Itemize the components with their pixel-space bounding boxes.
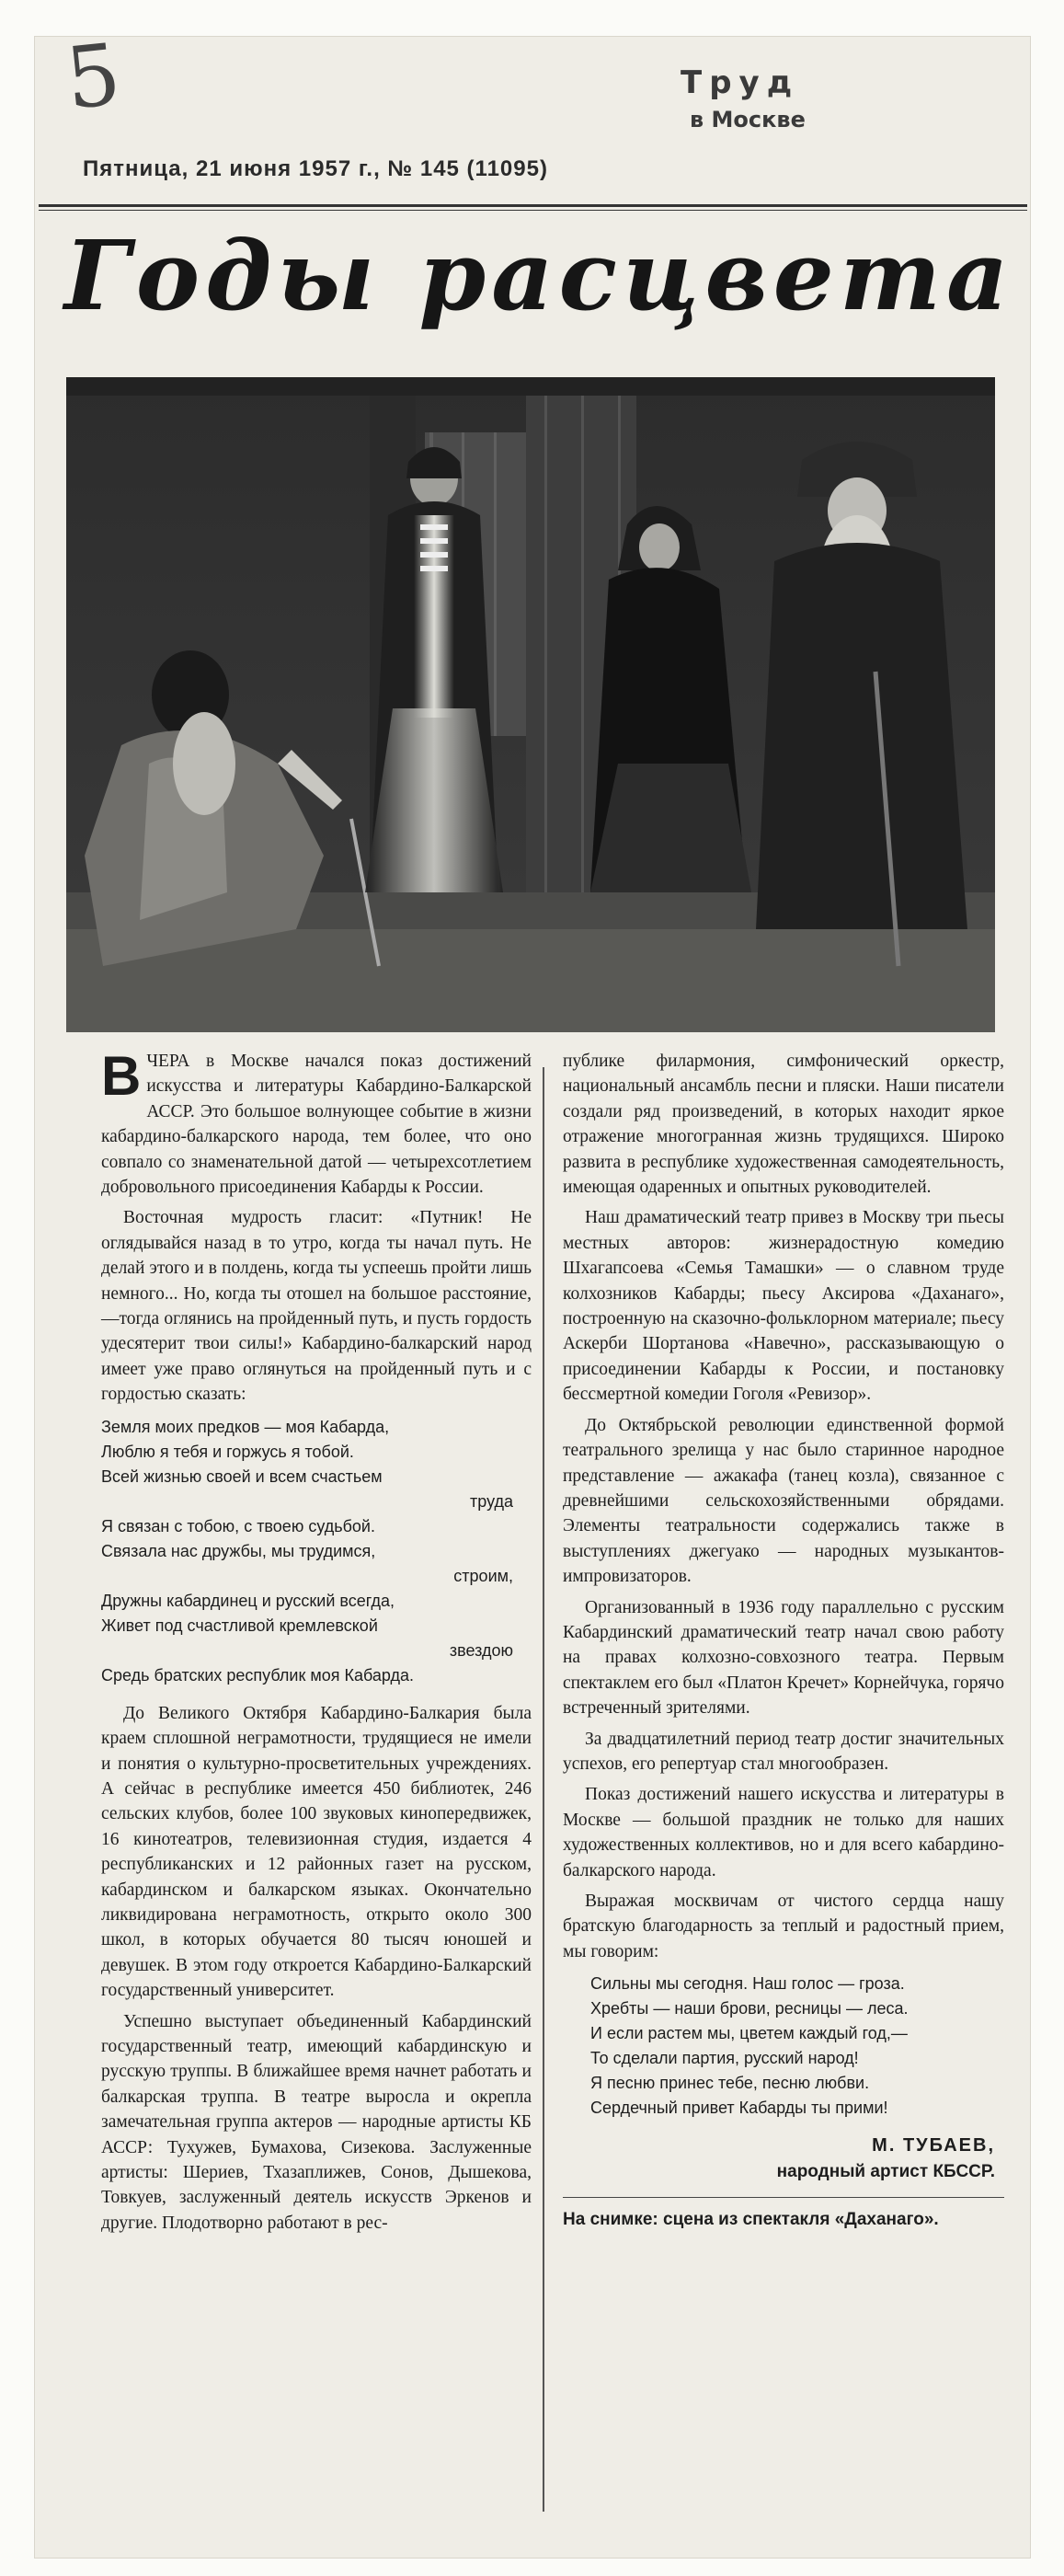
- handwritten-number: 5: [61, 25, 125, 129]
- poem-line: И если растем мы, цветем каждый год,—: [590, 2024, 908, 2043]
- column-divider: [543, 1067, 544, 2512]
- stamp-line-1: Труд: [681, 64, 800, 101]
- article-paragraph: Выражая москвичам от чистого сердца нашу братскую благодарность за теплый и радостный прием, мы говорим:: [563, 1892, 1004, 1961]
- author-name: М. ТУБАЕВ,: [872, 2135, 995, 2156]
- poem-line: труда: [470, 1491, 513, 1511]
- article-paragraph: За двадцатилетний период театр достиг значительных успехов, его репертуар стал многообразен.: [563, 1729, 1004, 1774]
- author-title: народный артист КБССР.: [776, 2161, 995, 2181]
- header-rule-thin: [39, 210, 1027, 211]
- article-paragraph: До Октябрьской революции единственной формой театрального зрелища у нас было старинное народное представление — ажакафа (танец козла), связанное с древнейшими сельскохозяйственными обрядами. Элементы театральности содержались также в выступлениях джегуако — народных музыкантов-импровизаторов.: [563, 1415, 1004, 1587]
- poem-line: Живет под счастливой кремлевской: [101, 1616, 378, 1635]
- poem-line: Всей жизнью своей и всем счастьем: [101, 1466, 383, 1486]
- paragraph-text: ЧЕРА в Москве начался показ достижений искусства и литературы Кабардино-Балкарской АССР. Это большое волнующее событие в жизни кабардино-балкарского народа, тем более, что оно совпало со знаменательной датой — четырехсотлетием добровольного присоединения Кабарды к России.: [101, 1052, 532, 1198]
- article-paragraph: Показ достижений нашего искусства и литературы в Москве — большой праздник не только для наших художественных коллективов, но и для всего кабардино-балкарского народа.: [563, 1785, 1004, 1880]
- poem-line: Я связан с тобою, с твоею судьбой.: [101, 1516, 375, 1535]
- poem-line: Земля моих предков — моя Кабарда,: [101, 1417, 390, 1436]
- article-paragraph: публике филармония, симфонический оркестр, национальный ансамбль песни и пляски. Наши писатели создали ряд произведений, в которых находит яркое отражение многогранная жизнь трудящихся. Широко развита в республике художественная самодеятельность, имеющая одаренных и опытных руководителей.: [563, 1052, 1004, 1198]
- poem-line: Средь братских республик моя Кабарда.: [101, 1665, 414, 1685]
- article-paragraph: Организованный в 1936 году параллельно с русским Кабардинский драматический театр начал свою работу на правах колхозно-совхозного театра. Первым спектаклем его был «Платон Кречет» Корнейчука, горячо встреченный зрителями.: [563, 1597, 1004, 1719]
- library-stamp: [681, 64, 892, 138]
- poem-line: звездою: [449, 1640, 513, 1660]
- poem-line: То сделали партия, русский народ!: [590, 2049, 859, 2068]
- article-paragraph: Восточная мудрость гласит: «Путник! Не оглядывайся назад в то утро, когда ты начал путь. Не делай этого и в полдень, когда ты успеешь пройти лишь немного... Но, когда ты отошел на большое расстояние,—тогда оглянись на пройденный путь, и пусть гордость удесятерит твои силы!» Кабардино-балкарский народ имеет уже право оглянуться на пройденный путь и с гордостью сказать:: [101, 1208, 532, 1405]
- article-headline: Годы расцвета: [64, 219, 1014, 332]
- drop-cap: В: [101, 1045, 142, 1107]
- poem-greeting: [563, 1972, 1004, 2121]
- poem-line: Связала нас дружбы, мы трудимся,: [101, 1541, 376, 1560]
- poem-line: Дружны кабардинец и русский всегда,: [101, 1591, 395, 1610]
- article-paragraph: Успешно выступает объединенный Кабардинский государственный театр, имеющий кабардинскую и русскую труппы. В ближайшее время начнет работать и балкарская труппа. В театре выросла и окрепла замечательная группа актеров — народные артисты КБ АССР: Тухужев, Бумахова, Сизекова. Заслуженные артисты: Шериев, Тхазаплижев, Сонов, Дышекова, Товкуев, заслуженный деятель искусств Эркенов и другие. Плодотворно работают в рес-: [101, 2011, 532, 2233]
- poem-line: Сильны мы сегодня. Наш голос — гроза.: [590, 1974, 905, 1994]
- article-paragraph: [101, 1045, 532, 1200]
- theater-scene-photo: [66, 377, 995, 1032]
- caption-rule: [563, 2197, 1004, 2198]
- photo-caption: На снимке: сцена из спектакля «Даханаго».: [563, 2210, 939, 2230]
- article-paragraph: Наш драматический театр привез в Москву три пьесы местных авторов: жизнерадостную комедию Шхагапсоева «Семья Тамашки» — о славном труде колхозников Кабарды; пьесу Аксирова «Даханаго», построенную на сказочно-фольклорном материале; пьесу Аскерби Шортанова «Навечно», рассказывающую о присоединении Кабарды к России, и постановку бессмертной комедии Гоголя «Ревизор».: [563, 1208, 1004, 1405]
- article-column-left: [101, 1045, 532, 2241]
- stamp-line-2: в Москве: [690, 107, 806, 132]
- article-column-right: [563, 1049, 1004, 2237]
- poem-line: Люблю я тебя и горжусь я тобой.: [101, 1442, 354, 1461]
- issue-dateline: Пятница, 21 июня 1957 г., № 145 (11095): [83, 156, 548, 181]
- poem-line: строим,: [453, 1566, 513, 1585]
- poem-line: Сердечный привет Кабарды ты прими!: [590, 2099, 888, 2118]
- header-rule: [39, 204, 1027, 207]
- photo-illustration: [66, 377, 995, 1032]
- poem-line: Хребты — наши брови, ресницы — леса.: [590, 1999, 909, 2018]
- poem-line: Я песню принес тебе, песню любви.: [590, 2074, 870, 2093]
- poem-kabarda: [101, 1415, 532, 1688]
- article-paragraph: До Великого Октября Кабардино-Балкария была краем сплошной неграмотности, трудящиеся не имели и понятия о культурно-просветительных учреждениях. А сейчас в республике имеется 450 библиотек, 246 сельских клубов, более 100 звуковых кинопередвижек, 16 кинотеатров, телевизионная студия, издается 4 республиканских и 12 районных газет на русском, кабардинском и балкарском языках. Окончательно ликвидирована неграмотность, открыто около 300 школ, в которых обучается 80 тысяч юношей и девушек. В этом году откроется Кабардино-Балкарский государственный университет.: [101, 1703, 532, 2001]
